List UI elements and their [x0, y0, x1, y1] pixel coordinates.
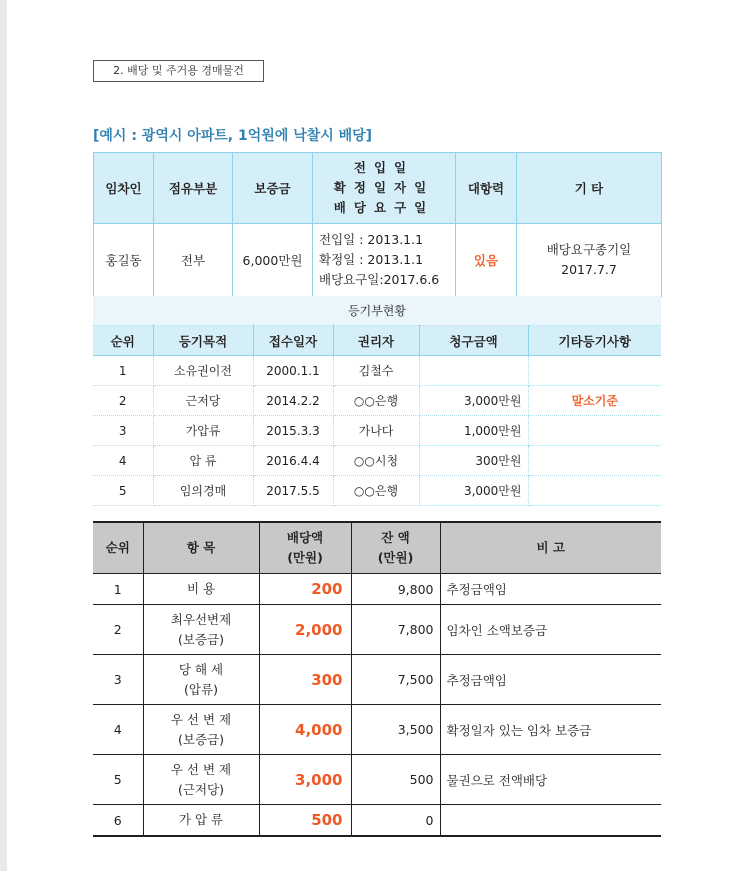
dist-rank: 4 — [93, 705, 143, 755]
registry-header-amount: 청구금액 — [419, 326, 528, 356]
registry-rank: 1 — [93, 356, 153, 386]
dist-header-item: 항 목 — [143, 522, 259, 574]
registry-row — [93, 416, 661, 446]
tenant-table-header — [94, 153, 662, 224]
header-other: 기 타 — [517, 153, 662, 224]
dist-note: 추정금액임 — [440, 574, 661, 605]
dist-note — [440, 805, 661, 837]
registry-amount — [419, 356, 528, 386]
dist-note: 추정금액임 — [440, 655, 661, 705]
page-edge — [0, 0, 7, 871]
header-tenant: 임차인 — [94, 153, 154, 224]
distribution-row — [93, 755, 661, 805]
registry-rank: 5 — [93, 476, 153, 506]
registry-purpose: 근저당 — [153, 386, 253, 416]
distribution-row — [93, 805, 661, 837]
registry-amount: 3,000만원 — [419, 386, 528, 416]
registry-holder: ○○은행 — [333, 386, 419, 416]
dist-header-balance-line1: 잔 액 — [381, 530, 410, 545]
registry-rank: 3 — [93, 416, 153, 446]
dist-rank: 1 — [93, 574, 143, 605]
registry-row — [93, 476, 661, 506]
dist-amount: 300 — [259, 655, 351, 705]
registry-header-other: 기타등기사항 — [528, 326, 661, 356]
dist-rank: 5 — [93, 755, 143, 805]
registry-holder: ○○시청 — [333, 446, 419, 476]
dist-item-name: 우 선 변 제 — [170, 711, 232, 727]
tenant-table — [93, 152, 662, 297]
registry-other — [528, 476, 661, 506]
header-opposing-power: 대항력 — [456, 153, 517, 224]
claim-deadline-label: 배당요구종기일 — [546, 242, 632, 257]
registry-purpose: 가압류 — [153, 416, 253, 446]
tenant-name: 홍길동 — [94, 224, 154, 297]
registry-purpose: 압 류 — [153, 446, 253, 476]
section-label: 2. 배당 및 주거용 경매물건 — [93, 60, 264, 82]
registry-holder: ○○은행 — [333, 476, 419, 506]
registry-rank: 4 — [93, 446, 153, 476]
header-dates-line2: 확정일자일 — [333, 180, 435, 195]
registry-row — [93, 446, 661, 476]
registry-date: 2015.3.3 — [253, 416, 333, 446]
claim-date: 배당요구일:2017.6.6 — [319, 272, 440, 287]
dist-header-dividend-line1: 배당액 — [286, 530, 324, 545]
dist-amount: 200 — [259, 574, 351, 605]
fixed-date: 확정일 : 2013.1.1 — [319, 252, 424, 267]
claim-deadline-date: 2017.7.7 — [561, 262, 617, 277]
dist-item-name: 최우선변제 — [170, 611, 232, 627]
dist-balance: 3,500 — [351, 705, 440, 755]
dist-balance: 7,800 — [351, 605, 440, 655]
registry-purpose: 임의경매 — [153, 476, 253, 506]
registry-header-holder: 권리자 — [333, 326, 419, 356]
dist-balance: 0 — [351, 805, 440, 837]
dist-header-note: 비 고 — [440, 522, 661, 574]
registry-holder: 김철수 — [333, 356, 419, 386]
distribution-header-row — [93, 522, 661, 574]
dist-item-sub: (보증금) — [178, 631, 224, 647]
registry-date: 2016.4.4 — [253, 446, 333, 476]
registry-holder: 가나다 — [333, 416, 419, 446]
registry-header-purpose: 등기목적 — [153, 326, 253, 356]
example-title: [예시 : 광역시 아파트, 1억원에 낙찰시 배당] — [93, 128, 373, 144]
registry-amount: 300만원 — [419, 446, 528, 476]
dist-balance: 500 — [351, 755, 440, 805]
dist-amount: 500 — [259, 805, 351, 837]
dist-item-sub: (보증금) — [178, 731, 224, 747]
dist-amount: 4,000 — [259, 705, 351, 755]
registry-amount: 3,000만원 — [419, 476, 528, 506]
distribution-row — [93, 574, 661, 605]
tenant-deposit: 6,000만원 — [233, 224, 313, 297]
header-dates-line3: 배당요구일 — [333, 200, 435, 215]
dist-item-sub: (근저당) — [178, 781, 224, 797]
registry-title-row — [93, 296, 661, 326]
dist-note: 물권으로 전액배당 — [440, 755, 661, 805]
dist-item-name: 비 용 — [186, 581, 216, 596]
header-dates-line1: 전입일 — [353, 160, 415, 175]
dist-header-dividend-line2: (만원) — [287, 550, 323, 565]
registry-row — [93, 386, 661, 416]
registry-other — [528, 416, 661, 446]
registry-header-date: 접수일자 — [253, 326, 333, 356]
dist-note: 임차인 소액보증금 — [440, 605, 661, 655]
dist-balance: 9,800 — [351, 574, 440, 605]
registry-other — [528, 356, 661, 386]
dist-rank: 6 — [93, 805, 143, 837]
dist-item-name: 가 압 류 — [178, 812, 224, 827]
dist-rank: 2 — [93, 605, 143, 655]
header-deposit: 보증금 — [233, 153, 313, 224]
header-dates — [313, 153, 456, 224]
registry-table — [93, 296, 661, 506]
distribution-row — [93, 705, 661, 755]
dist-item-sub: (압류) — [184, 681, 218, 697]
tenant-other — [517, 224, 662, 297]
dist-item — [143, 805, 259, 837]
registry-other — [528, 446, 661, 476]
registry-amount: 1,000만원 — [419, 416, 528, 446]
tenant-occupied: 전부 — [154, 224, 233, 297]
dist-item — [143, 705, 259, 755]
dist-item — [143, 574, 259, 605]
dist-amount: 3,000 — [259, 755, 351, 805]
registry-rank: 2 — [93, 386, 153, 416]
tenant-row — [94, 224, 662, 297]
tenant-dates — [313, 224, 456, 297]
dist-item-name: 당 해 세 — [178, 661, 224, 677]
registry-date: 2000.1.1 — [253, 356, 333, 386]
distribution-row — [93, 655, 661, 705]
move-in-date: 전입일 : 2013.1.1 — [319, 232, 424, 247]
header-occupied: 점유부분 — [154, 153, 233, 224]
registry-header-row — [93, 326, 661, 356]
dist-header-balance — [351, 522, 440, 574]
registry-date: 2014.2.2 — [253, 386, 333, 416]
dist-header-rank: 순위 — [93, 522, 143, 574]
registry-row — [93, 356, 661, 386]
opposing-power-value: 있음 — [456, 224, 517, 297]
dist-balance: 7,500 — [351, 655, 440, 705]
cancellation-basis-label: 말소기준 — [528, 386, 661, 416]
dist-header-dividend — [259, 522, 351, 574]
registry-purpose: 소유권이전 — [153, 356, 253, 386]
distribution-table — [93, 521, 661, 837]
dist-item — [143, 655, 259, 705]
registry-date: 2017.5.5 — [253, 476, 333, 506]
registry-title: 등기부현황 — [93, 296, 661, 326]
dist-header-balance-line2: (만원) — [377, 550, 414, 565]
dist-rank: 3 — [93, 655, 143, 705]
dist-amount: 2,000 — [259, 605, 351, 655]
dist-note: 확정일자 있는 임차 보증금 — [440, 705, 661, 755]
distribution-row — [93, 605, 661, 655]
dist-item-name: 우 선 변 제 — [170, 761, 232, 777]
dist-item — [143, 605, 259, 655]
registry-header-rank: 순위 — [93, 326, 153, 356]
dist-item — [143, 755, 259, 805]
